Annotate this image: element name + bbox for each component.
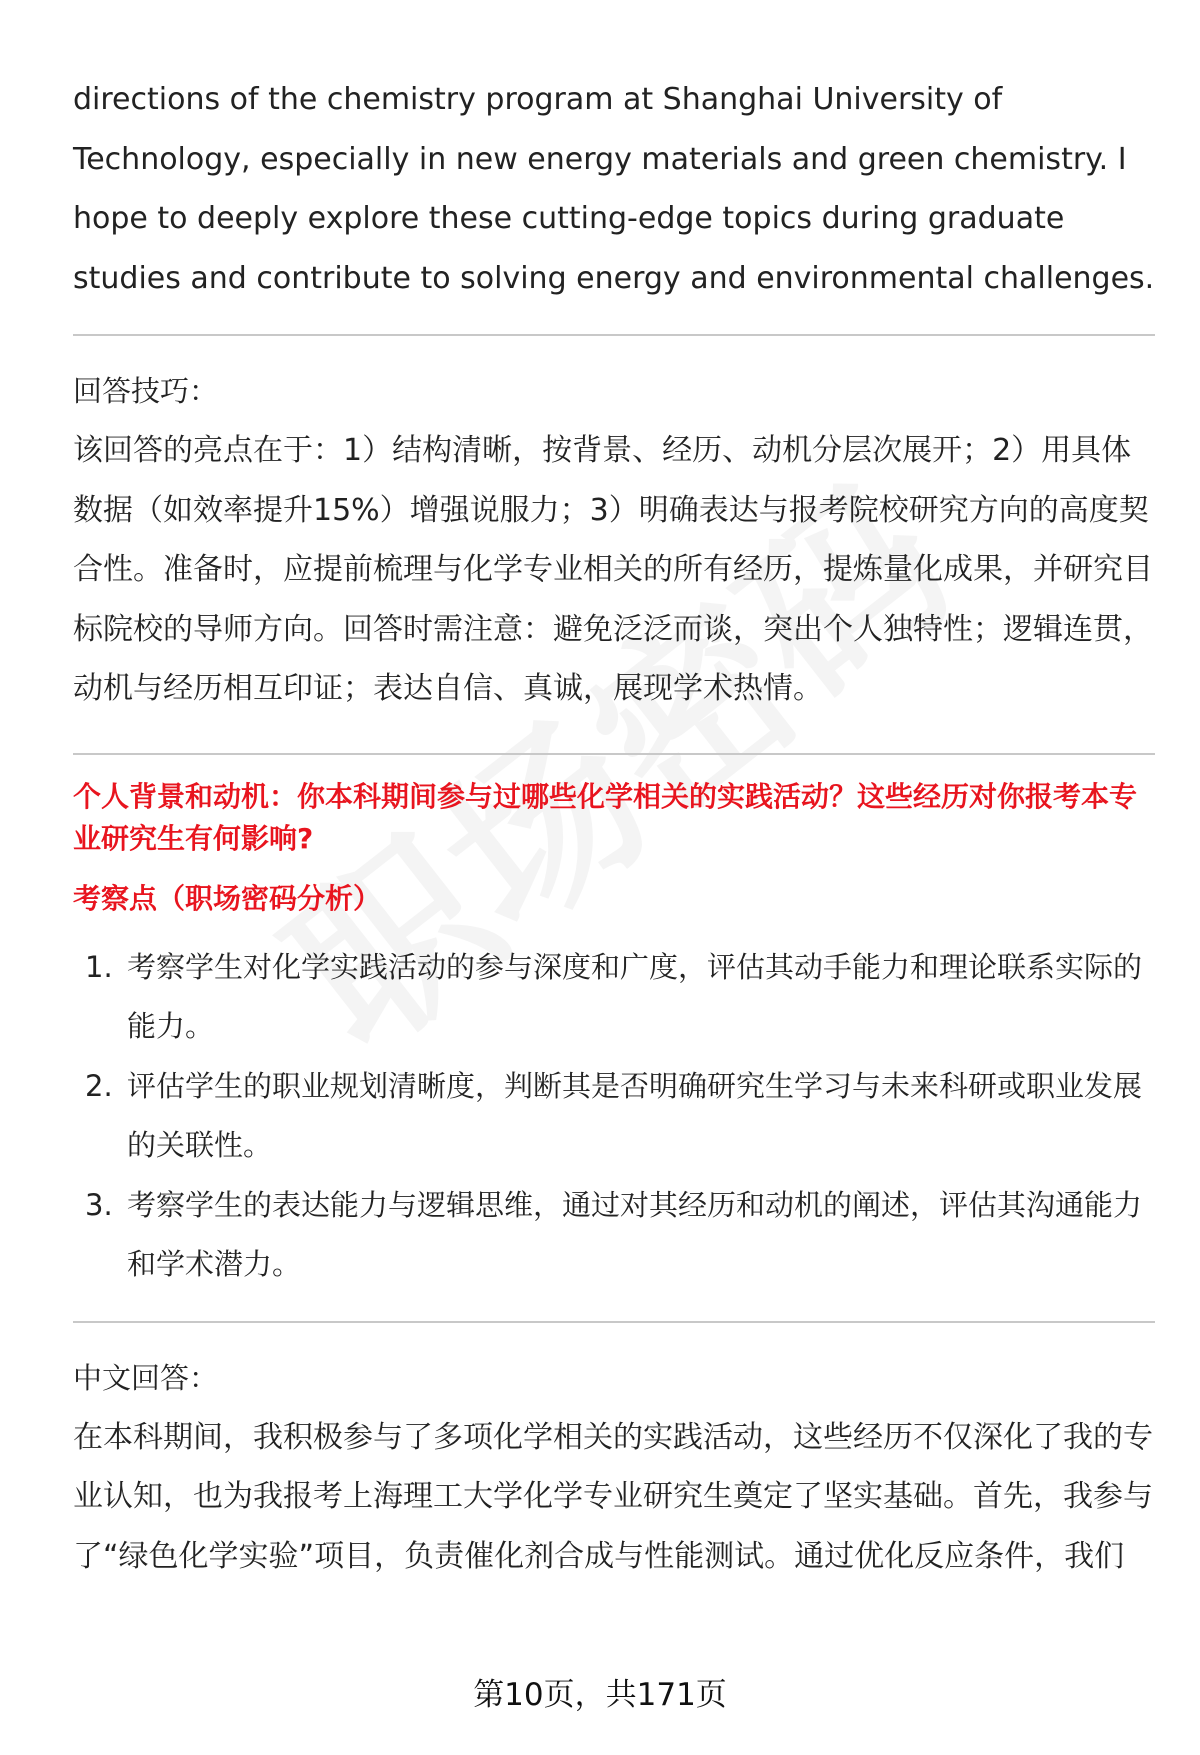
points-title: 考察点（职场密码分析） bbox=[73, 881, 382, 915]
points-list bbox=[73, 938, 1155, 1295]
page-number: 第10页，共171页 bbox=[473, 1677, 727, 1713]
list-item-number: 1. bbox=[85, 949, 113, 984]
chinese-answer-label: 中文回答： bbox=[73, 1360, 219, 1395]
question-title: 个人背景和动机：你本科期间参与过哪些化学相关的实践活动？这些经历对你报考本专业研究生有何影响? bbox=[73, 779, 1138, 855]
list-item-number: 3. bbox=[85, 1187, 113, 1222]
tips-text: 该回答的亮点在于：1）结构清晰，按背景、经历、动机分层次展开；2）用具体数据（如效率提升15%）增强说服力；3）明确表达与报考院校研究方向的高度契合性。准备时，应提前梳理与化学专业相关的所有经历，提炼量化成果，并研究目标院校的导师方向。回答时需注意：避免泛泛而谈，突出个人独特性；逻辑连贯，动机与经历相互印证；表达自信、真诚，展现学术热情。 bbox=[73, 433, 1153, 706]
list-item bbox=[73, 1176, 1155, 1295]
english-answer-tail: directions of the chemistry program at Shanghai University of Technology, especially in new energy materials and green chemistry. I hope to deeply explore these cutting-edge topics during graduate studies and contribute to solving energy and environmental challenges. bbox=[73, 82, 1155, 296]
list-item-text: 考察学生的表达能力与逻辑思维，通过对其经历和动机的阐述，评估其沟通能力和学术潜力。 bbox=[127, 1187, 1143, 1281]
divider bbox=[73, 753, 1155, 755]
list-item bbox=[73, 938, 1155, 1057]
document-page bbox=[73, 70, 1155, 1586]
divider bbox=[73, 334, 1155, 336]
list-item-text: 评估学生的职业规划清晰度，判断其是否明确研究生学习与未来科研或职业发展的关联性。 bbox=[127, 1068, 1143, 1162]
tips-label: 回答技巧： bbox=[73, 374, 219, 408]
list-item-text: 考察学生对化学实践活动的参与深度和广度，评估其动手能力和理论联系实际的能力。 bbox=[127, 949, 1143, 1043]
chinese-answer-text: 在本科期间，我积极参与了多项化学相关的实践活动，这些经历不仅深化了我的专业认知，也为我报考上海理工大学化学专业研究生奠定了坚实基础。首先，我参与了“绿色化学实验”项目，负责催化剂合成与性能测试。通过优化反应条件，我们 bbox=[73, 1419, 1153, 1574]
list-item bbox=[73, 1057, 1155, 1176]
list-item-number: 2. bbox=[85, 1068, 113, 1103]
divider bbox=[73, 1321, 1155, 1323]
